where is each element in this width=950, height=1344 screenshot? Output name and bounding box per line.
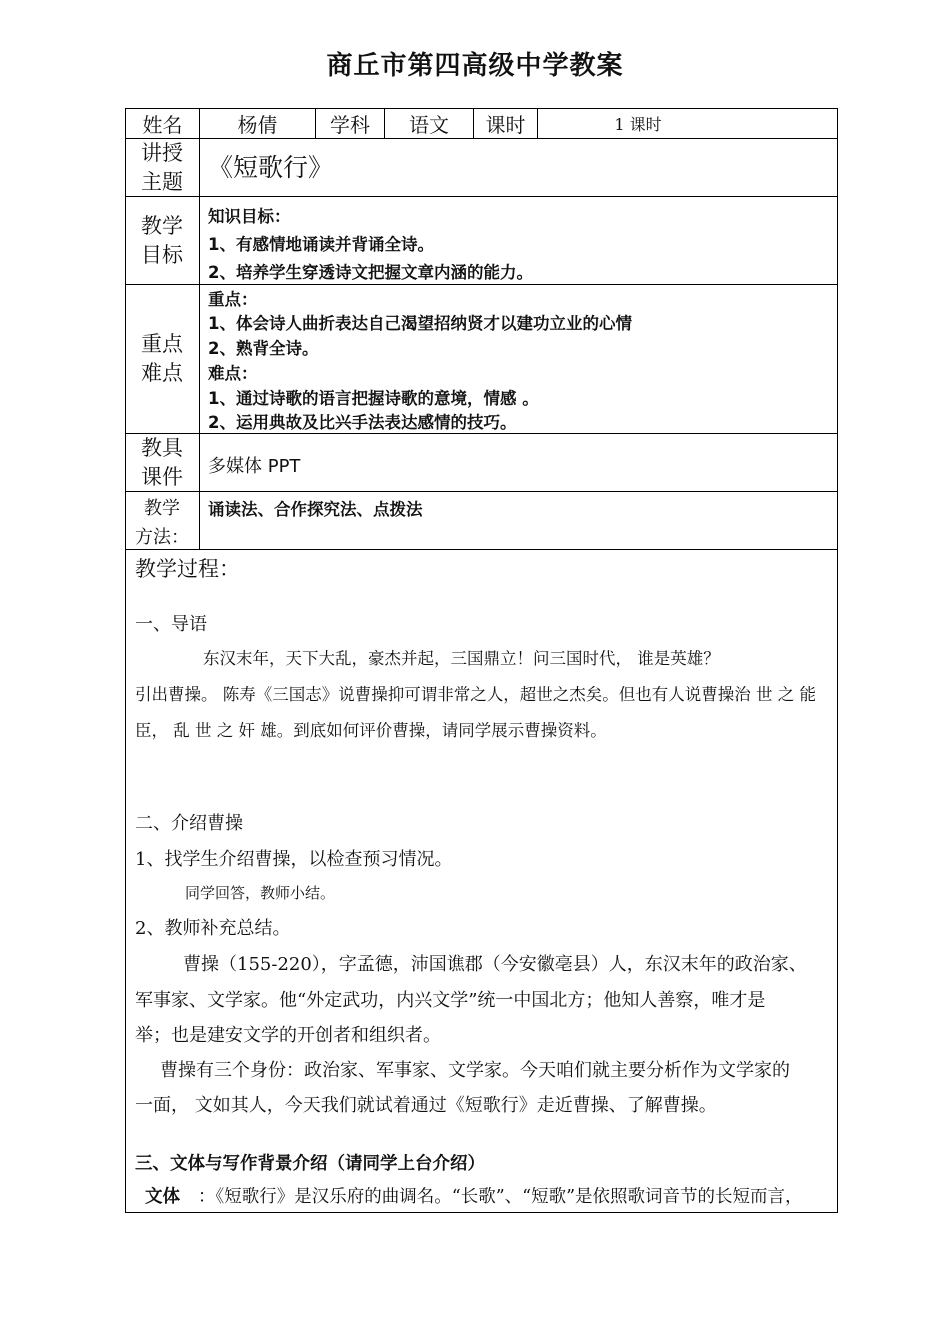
subject-label: 学科	[330, 113, 370, 137]
paragraph-line: 一面， 文如其人，今天我们就试着通过《短歌行》走近曹操、了解曹操。	[135, 1095, 717, 1116]
goals-label	[129, 212, 195, 270]
paragraph-line	[145, 1183, 803, 1208]
goals-label-line1: 教学	[141, 214, 183, 238]
row-divider	[125, 491, 838, 492]
row-divider	[125, 138, 838, 139]
topic-label	[129, 139, 195, 197]
difficulty-heading: 难点：	[208, 364, 258, 383]
key-heading: 重点：	[208, 290, 258, 309]
topic-value: 《短歌行》	[208, 153, 334, 182]
paragraph-line: 举；也是建安文学的开创者和组织者。	[135, 1025, 441, 1046]
paragraph-line: 东汉末年，天下大乱，豪杰并起，三国鼎立！问三国时代， 谁是英雄？	[203, 649, 720, 668]
paragraph-line: 军事家、文学家。他“外定武功，内兴文学”统一中国北方；他知人善察，唯才是	[135, 990, 766, 1011]
keypoints-label	[129, 330, 195, 388]
genre-text: ：《短歌行》是汉乐府的曲调名。“长歌”、“短歌”是依照歌词音节的长短而言，	[198, 1187, 803, 1207]
paragraph-line: 曹操有三个身份：政治家、军事家、文学家。今天咱们就主要分析作为文学家的	[160, 1060, 790, 1081]
row-divider	[125, 549, 838, 550]
tools-value	[208, 452, 300, 478]
section-heading: 二、介绍曹操	[135, 813, 243, 834]
key-item: 2、熟背全诗。	[208, 339, 319, 358]
paragraph-line: 2、教师补充总结。	[135, 918, 291, 939]
topic-label-line1: 讲授	[141, 141, 183, 165]
section-heading: 三、文体与写作背景介绍（请同学上台介绍）	[135, 1154, 485, 1174]
methods-label	[129, 494, 195, 552]
name-label: 姓名	[142, 113, 183, 137]
difficulty-item: 1、通过诗歌的语言把握诗歌的意境，情感 。	[208, 389, 539, 408]
topic-label-line2: 主题	[141, 170, 183, 194]
goals-label-line2: 目标	[141, 243, 183, 267]
goals-item: 2、培养学生穿透诗文把握文章内涵的能力。	[208, 263, 533, 282]
paragraph-line: 曹操（155-220），字孟德，沛国谯郡（今安徽亳县）人，东汉末年的政治家、	[183, 954, 807, 975]
keypoints-label-line1: 重点	[141, 332, 183, 356]
methods-value: 诵读法、合作探究法、点拨法	[208, 500, 423, 519]
period-value: 1 课时	[614, 115, 662, 134]
paragraph-line: 臣， 乱 世 之 奸 雄。到底如何评价曹操，请同学展示曹操资料。	[135, 721, 607, 740]
genre-label: 文体	[145, 1187, 180, 1207]
keypoints-label-line2: 难点	[141, 361, 183, 385]
tools-label-line1: 教具	[141, 436, 183, 460]
paragraph-line: 引出曹操。 陈寿《三国志》说曹操抑可谓非常之人，超世之杰矣。但也有人说曹操治 世 之 能	[135, 685, 816, 704]
section-heading: 一、导语	[135, 614, 207, 635]
period-label: 课时	[485, 113, 526, 137]
methods-label-line1: 教学	[144, 498, 180, 519]
tools-label	[129, 434, 195, 492]
goals-heading: 知识目标：	[208, 207, 291, 226]
methods-label-line2: 方法：	[135, 527, 189, 548]
name-value: 杨倩	[237, 113, 278, 137]
process-title: 教学过程：	[135, 557, 240, 581]
subject-value: 语文	[409, 113, 449, 137]
tools-value-text: 多媒体 PPT	[208, 456, 301, 477]
page-title: 商丘市第四高级中学教案	[326, 51, 624, 81]
tools-label-line2: 课件	[141, 465, 183, 489]
goals-item: 1、有感情地诵读并背诵全诗。	[208, 235, 434, 254]
column-divider	[199, 108, 200, 549]
paragraph-line: 同学回答，教师小结。	[185, 884, 336, 902]
paragraph-line: 1、找学生介绍曹操，以检查预习情况。	[135, 849, 453, 870]
row-divider	[125, 284, 838, 285]
difficulty-item: 2、运用典故及比兴手法表达感情的技巧。	[208, 413, 517, 432]
key-item: 1、体会诗人曲折表达自己渴望招纳贤才以建功立业的心情	[208, 314, 632, 333]
row-divider	[125, 196, 838, 197]
row-divider	[125, 433, 838, 434]
